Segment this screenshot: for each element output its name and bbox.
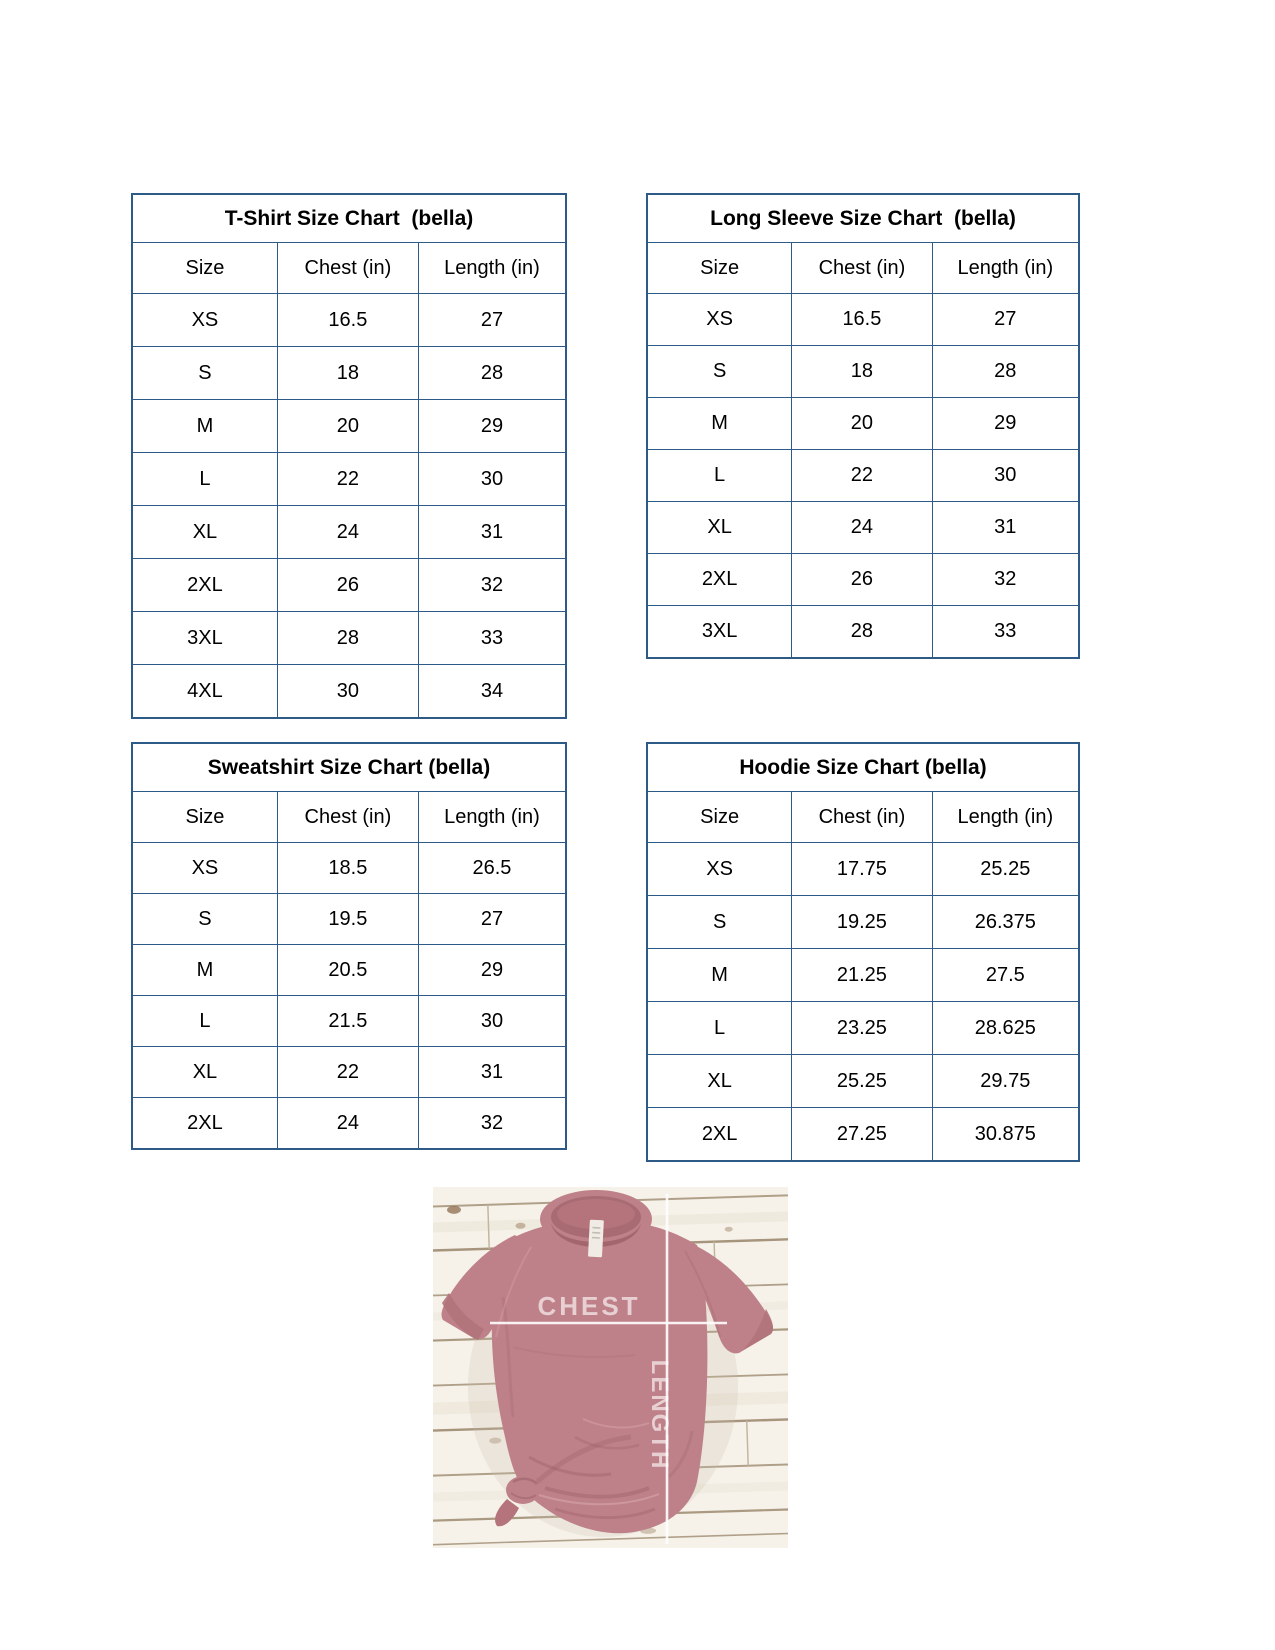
table-cell: 2XL [647, 1108, 792, 1162]
table-cell: 4XL [132, 665, 277, 719]
table-cell: 29 [932, 398, 1079, 450]
table-cell: 26 [277, 559, 418, 612]
table-cell: 32 [932, 554, 1079, 606]
longsleeve-table-title: Long Sleeve Size Chart (bella) [647, 194, 1079, 243]
column-header-chest: Chest (in) [792, 243, 932, 294]
size-table-tshirt [131, 193, 567, 719]
sweatshirt-table [131, 742, 567, 1150]
table-cell: 24 [277, 506, 418, 559]
chest-label: CHEST [537, 1291, 641, 1321]
table-cell: S [132, 894, 277, 945]
table-row [132, 665, 566, 719]
tshirt-measure-illustration [433, 1187, 788, 1548]
table-cell: 19.5 [277, 894, 418, 945]
table-title-row [647, 743, 1079, 792]
table-row [132, 894, 566, 945]
table-cell: 34 [418, 665, 566, 719]
table-cell: L [132, 996, 277, 1047]
table-cell: 20 [277, 400, 418, 453]
table-row [647, 1055, 1079, 1108]
column-header-size: Size [647, 243, 792, 294]
column-header-chest: Chest (in) [277, 243, 418, 294]
table-cell: 31 [932, 502, 1079, 554]
table-cell: 30.875 [932, 1108, 1079, 1162]
table-cell: 22 [277, 1047, 418, 1098]
longsleeve-table [646, 193, 1080, 659]
size-guide-photo [433, 1187, 788, 1548]
table-row [647, 502, 1079, 554]
table-row [132, 559, 566, 612]
table-cell: 30 [932, 450, 1079, 502]
table-header-row [132, 243, 566, 294]
table-cell: 16.5 [792, 294, 932, 346]
table-cell: 22 [277, 453, 418, 506]
table-cell: 31 [418, 1047, 566, 1098]
table-cell: XS [647, 294, 792, 346]
table-cell: 20 [792, 398, 932, 450]
table-cell: 17.75 [792, 843, 932, 896]
table-title-row [132, 194, 566, 243]
table-cell: 24 [792, 502, 932, 554]
table-title-row [647, 194, 1079, 243]
table-cell: 3XL [132, 612, 277, 665]
table-cell: 29 [418, 400, 566, 453]
table-row [647, 346, 1079, 398]
table-cell: M [647, 398, 792, 450]
collar-tag [588, 1220, 604, 1258]
length-label: LENGTH [646, 1359, 673, 1471]
table-cell: L [132, 453, 277, 506]
table-row [647, 554, 1079, 606]
column-header-size: Size [132, 792, 277, 843]
table-cell: 25.25 [792, 1055, 932, 1108]
tshirt-table [131, 193, 567, 719]
table-cell: XL [647, 1055, 792, 1108]
table-cell: 24 [277, 1098, 418, 1150]
table-cell: L [647, 1002, 792, 1055]
table-cell: XS [132, 843, 277, 894]
table-row [132, 347, 566, 400]
table-cell: S [132, 347, 277, 400]
table-cell: XS [132, 294, 277, 347]
table-row [647, 1002, 1079, 1055]
table-cell: XL [647, 502, 792, 554]
table-row [132, 1098, 566, 1150]
table-cell: 2XL [132, 559, 277, 612]
table-row [647, 398, 1079, 450]
table-cell: L [647, 450, 792, 502]
table-cell: 30 [418, 453, 566, 506]
table-cell: 26 [792, 554, 932, 606]
table-row [647, 949, 1079, 1002]
table-header-row [647, 243, 1079, 294]
table-row [132, 453, 566, 506]
table-cell: 27.25 [792, 1108, 932, 1162]
table-cell: 26.5 [418, 843, 566, 894]
table-cell: M [647, 949, 792, 1002]
table-row [132, 1047, 566, 1098]
table-cell: 27 [418, 294, 566, 347]
table-cell: 18.5 [277, 843, 418, 894]
table-cell: 29.75 [932, 1055, 1079, 1108]
table-cell: M [132, 400, 277, 453]
longsleeve-table-body [647, 294, 1079, 659]
table-cell: 21.5 [277, 996, 418, 1047]
table-row [647, 1108, 1079, 1162]
size-table-longsleeve [646, 193, 1080, 659]
table-cell: 18 [792, 346, 932, 398]
table-cell: 22 [792, 450, 932, 502]
tshirt-table-title: T-Shirt Size Chart (bella) [132, 194, 566, 243]
table-cell: 30 [418, 996, 566, 1047]
column-header-length: Length (in) [418, 243, 566, 294]
table-cell: 32 [418, 559, 566, 612]
table-cell: 25.25 [932, 843, 1079, 896]
table-row [647, 450, 1079, 502]
table-cell: 16.5 [277, 294, 418, 347]
table-cell: M [132, 945, 277, 996]
table-row [647, 896, 1079, 949]
column-header-size: Size [132, 243, 277, 294]
table-cell: 31 [418, 506, 566, 559]
table-cell: 20.5 [277, 945, 418, 996]
table-row [132, 612, 566, 665]
table-row [132, 294, 566, 347]
table-row [132, 996, 566, 1047]
table-cell: 28.625 [932, 1002, 1079, 1055]
column-header-size: Size [647, 792, 792, 843]
table-header-row [647, 792, 1079, 843]
table-cell: 33 [418, 612, 566, 665]
table-cell: S [647, 346, 792, 398]
sweatshirt-table-body [132, 843, 566, 1150]
table-cell: XS [647, 843, 792, 896]
table-cell: 32 [418, 1098, 566, 1150]
hoodie-table [646, 742, 1080, 1162]
table-cell: S [647, 896, 792, 949]
hoodie-table-title: Hoodie Size Chart (bella) [647, 743, 1079, 792]
table-cell: 3XL [647, 606, 792, 659]
table-cell: XL [132, 1047, 277, 1098]
table-cell: 2XL [132, 1098, 277, 1150]
table-cell: 26.375 [932, 896, 1079, 949]
size-table-hoodie [646, 742, 1080, 1162]
table-cell: 27 [418, 894, 566, 945]
table-cell: 29 [418, 945, 566, 996]
table-row [132, 945, 566, 996]
table-cell: 18 [277, 347, 418, 400]
tshirt-table-body [132, 294, 566, 719]
hoodie-table-body [647, 843, 1079, 1162]
table-row [132, 400, 566, 453]
table-cell: 27 [932, 294, 1079, 346]
table-cell: 19.25 [792, 896, 932, 949]
table-row [647, 843, 1079, 896]
table-header-row [132, 792, 566, 843]
table-cell: 28 [792, 606, 932, 659]
column-header-chest: Chest (in) [277, 792, 418, 843]
table-cell: 33 [932, 606, 1079, 659]
table-row [647, 294, 1079, 346]
table-row [647, 606, 1079, 659]
table-cell: 30 [277, 665, 418, 719]
table-cell: 28 [277, 612, 418, 665]
column-header-chest: Chest (in) [792, 792, 932, 843]
table-row [132, 506, 566, 559]
table-cell: 2XL [647, 554, 792, 606]
column-header-length: Length (in) [932, 792, 1079, 843]
size-table-sweatshirt [131, 742, 567, 1150]
sweatshirt-table-title: Sweatshirt Size Chart (bella) [132, 743, 566, 792]
column-header-length: Length (in) [932, 243, 1079, 294]
table-cell: 27.5 [932, 949, 1079, 1002]
table-cell: 28 [932, 346, 1079, 398]
table-row [132, 843, 566, 894]
table-cell: 21.25 [792, 949, 932, 1002]
column-header-length: Length (in) [418, 792, 566, 843]
table-title-row [132, 743, 566, 792]
table-cell: 28 [418, 347, 566, 400]
hem-knot [506, 1476, 540, 1504]
table-cell: XL [132, 506, 277, 559]
table-cell: 23.25 [792, 1002, 932, 1055]
